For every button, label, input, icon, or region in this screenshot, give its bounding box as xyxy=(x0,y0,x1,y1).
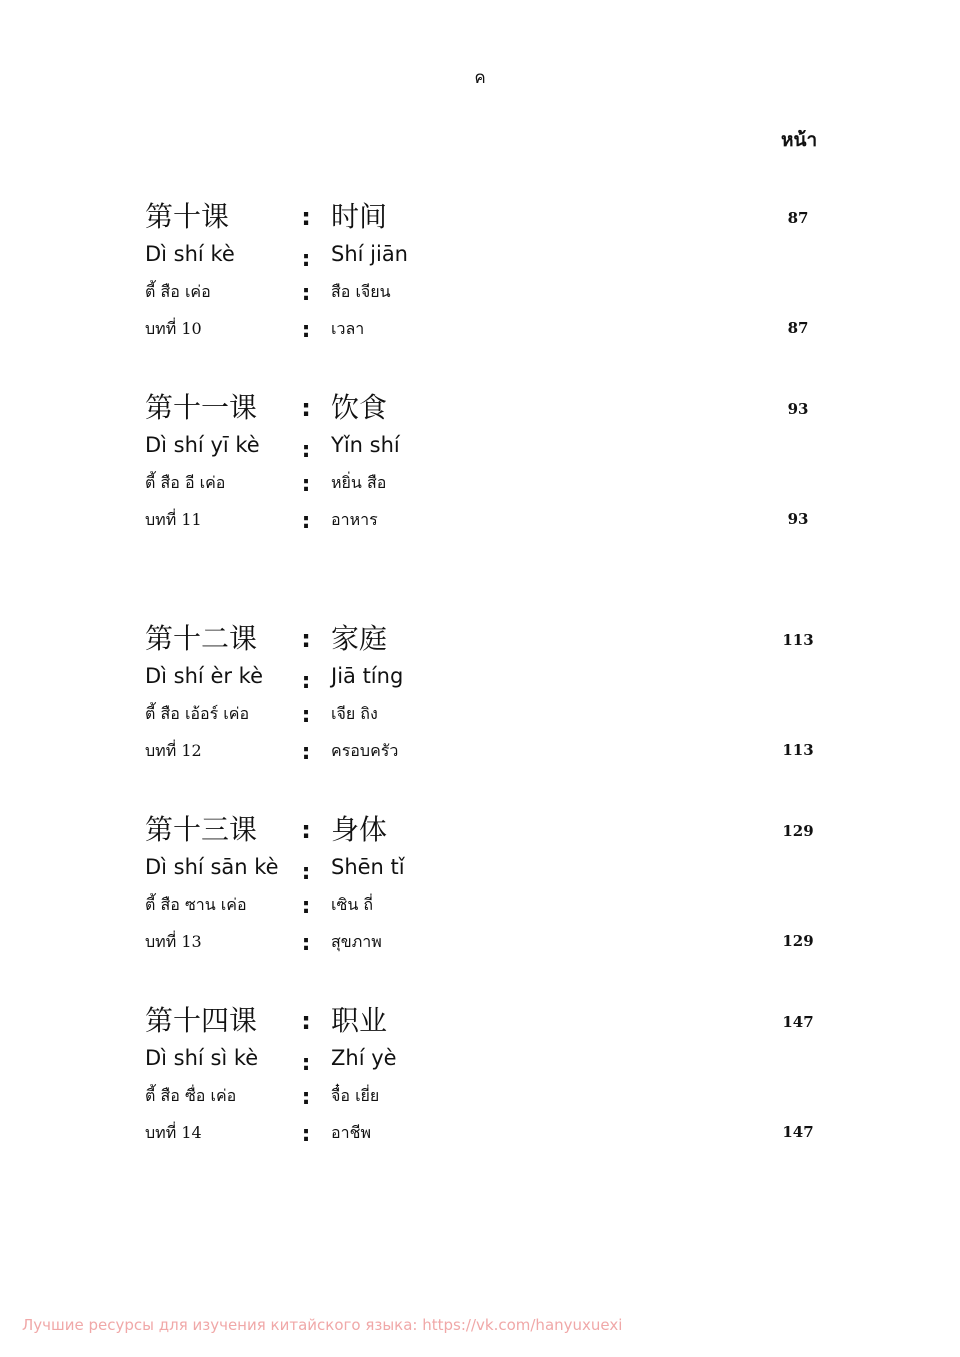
chinese-row xyxy=(0,1001,960,1045)
lesson-title-thai: บทที่ 12 xyxy=(145,741,202,760)
topic-pinyin: Yǐn shí xyxy=(331,433,400,457)
separator-colon: : xyxy=(301,625,311,653)
separator-colon: : xyxy=(301,816,311,844)
lesson-title-chinese: 第十二课 xyxy=(145,622,258,655)
toc-entry-lesson-12 xyxy=(0,619,960,789)
toc-entry-lesson-11 xyxy=(0,388,960,558)
lesson-title-chinese: 第十一课 xyxy=(145,391,258,424)
thai-reading-row xyxy=(0,699,960,729)
lesson-title-thai: บทที่ 14 xyxy=(145,1123,202,1142)
separator-colon: : xyxy=(301,740,311,765)
lesson-title-chinese: 第十三课 xyxy=(145,813,258,846)
topic-chinese: 职业 xyxy=(331,1004,388,1037)
topic-thai-reading: หยิ่น สือ xyxy=(331,473,387,492)
thai-row xyxy=(0,736,960,766)
lesson-title-chinese: 第十课 xyxy=(145,200,230,233)
lesson-title-thai-reading: ตี้ สือ เค่อ xyxy=(145,282,211,301)
separator-colon: : xyxy=(301,1007,311,1035)
topic-chinese: 饮食 xyxy=(331,391,388,424)
topic-chinese: 时间 xyxy=(331,200,388,233)
chinese-row xyxy=(0,619,960,663)
topic-chinese: 家庭 xyxy=(331,622,388,655)
topic-thai: ครอบครัว xyxy=(331,741,399,760)
toc-entry-lesson-14 xyxy=(0,1001,960,1171)
lesson-title-pinyin: Dì shí sān kè xyxy=(145,855,279,879)
pinyin-row xyxy=(0,850,960,884)
topic-thai: สุขภาพ xyxy=(331,932,382,951)
pinyin-row xyxy=(0,659,960,693)
separator-colon: : xyxy=(301,1085,311,1110)
topic-thai: อาชีพ xyxy=(331,1123,371,1142)
topic-thai-reading: สือ เจียน xyxy=(331,282,391,301)
topic-pinyin: Jiā tíng xyxy=(331,664,404,688)
separator-colon: : xyxy=(301,860,311,885)
thai-row xyxy=(0,927,960,957)
page-number-end: 147 xyxy=(782,1123,814,1141)
page-number-end: 129 xyxy=(782,932,814,950)
toc-entry-lesson-10 xyxy=(0,197,960,367)
topic-pinyin: Zhí yè xyxy=(331,1046,397,1070)
lesson-title-thai: บทที่ 13 xyxy=(145,932,202,951)
pinyin-row xyxy=(0,237,960,271)
page-number-start: 93 xyxy=(787,400,809,418)
topic-chinese: 身体 xyxy=(331,813,388,846)
topic-thai: เวลา xyxy=(331,319,365,338)
thai-row xyxy=(0,314,960,344)
topic-pinyin: Shēn tǐ xyxy=(331,855,405,879)
separator-colon: : xyxy=(301,703,311,728)
thai-reading-row xyxy=(0,277,960,307)
topic-pinyin: Shí jiān xyxy=(331,242,408,266)
thai-row xyxy=(0,505,960,535)
separator-colon: : xyxy=(301,203,311,231)
lesson-title-pinyin: Dì shí èr kè xyxy=(145,664,264,688)
separator-colon: : xyxy=(301,669,311,694)
lesson-title-thai-reading: ตี้ สือ อี เค่อ xyxy=(145,473,226,492)
page-number-start: 87 xyxy=(787,209,809,227)
lesson-title-thai-reading: ตี้ สือ ซาน เค่อ xyxy=(145,895,247,914)
topic-thai-reading: เซิน ถี่ xyxy=(331,895,374,914)
thai-reading-row xyxy=(0,1081,960,1111)
lesson-title-thai-reading: ตี้ สือ เอ้อร์ เค่อ xyxy=(145,704,250,723)
thai-row xyxy=(0,1118,960,1148)
page-letter: ค xyxy=(474,68,486,88)
chinese-row xyxy=(0,810,960,854)
separator-colon: : xyxy=(301,509,311,534)
page-number-end: 93 xyxy=(787,510,809,528)
lesson-title-chinese: 第十四课 xyxy=(145,1004,258,1037)
separator-colon: : xyxy=(301,1122,311,1147)
topic-thai-reading: จื๋อ เยี่ย xyxy=(331,1086,380,1105)
separator-colon: : xyxy=(301,318,311,343)
page-number-start: 113 xyxy=(782,631,814,649)
topic-thai: อาหาร xyxy=(331,510,378,529)
chinese-row xyxy=(0,388,960,432)
watermark-link[interactable]: Лучшие ресурсы для изучения китайского языка: https://vk.com/hanyuxuexi xyxy=(22,1316,623,1334)
lesson-title-pinyin: Dì shí kè xyxy=(145,242,235,266)
thai-reading-row xyxy=(0,890,960,920)
separator-colon: : xyxy=(301,394,311,422)
lesson-title-pinyin: Dì shí sì kè xyxy=(145,1046,259,1070)
pinyin-row xyxy=(0,428,960,462)
separator-colon: : xyxy=(301,894,311,919)
lesson-title-thai-reading: ตี้ สือ ซื่อ เค่อ xyxy=(145,1086,237,1105)
separator-colon: : xyxy=(301,931,311,956)
lesson-title-thai: บทที่ 10 xyxy=(145,319,202,338)
lesson-title-thai: บทที่ 11 xyxy=(145,510,202,529)
thai-reading-row xyxy=(0,468,960,498)
page-number-end: 113 xyxy=(782,741,814,759)
separator-colon: : xyxy=(301,1051,311,1076)
separator-colon: : xyxy=(301,247,311,272)
lesson-title-pinyin: Dì shí yī kè xyxy=(145,433,260,457)
page-number-start: 147 xyxy=(782,1013,814,1031)
page-number-start: 129 xyxy=(782,822,814,840)
chinese-row xyxy=(0,197,960,241)
separator-colon: : xyxy=(301,281,311,306)
pinyin-row xyxy=(0,1041,960,1075)
page-column-header: หน้า xyxy=(781,129,818,151)
separator-colon: : xyxy=(301,472,311,497)
topic-thai-reading: เจีย ถิง xyxy=(331,704,378,723)
separator-colon: : xyxy=(301,438,311,463)
page-number-end: 87 xyxy=(787,319,809,337)
toc-entry-lesson-13 xyxy=(0,810,960,980)
